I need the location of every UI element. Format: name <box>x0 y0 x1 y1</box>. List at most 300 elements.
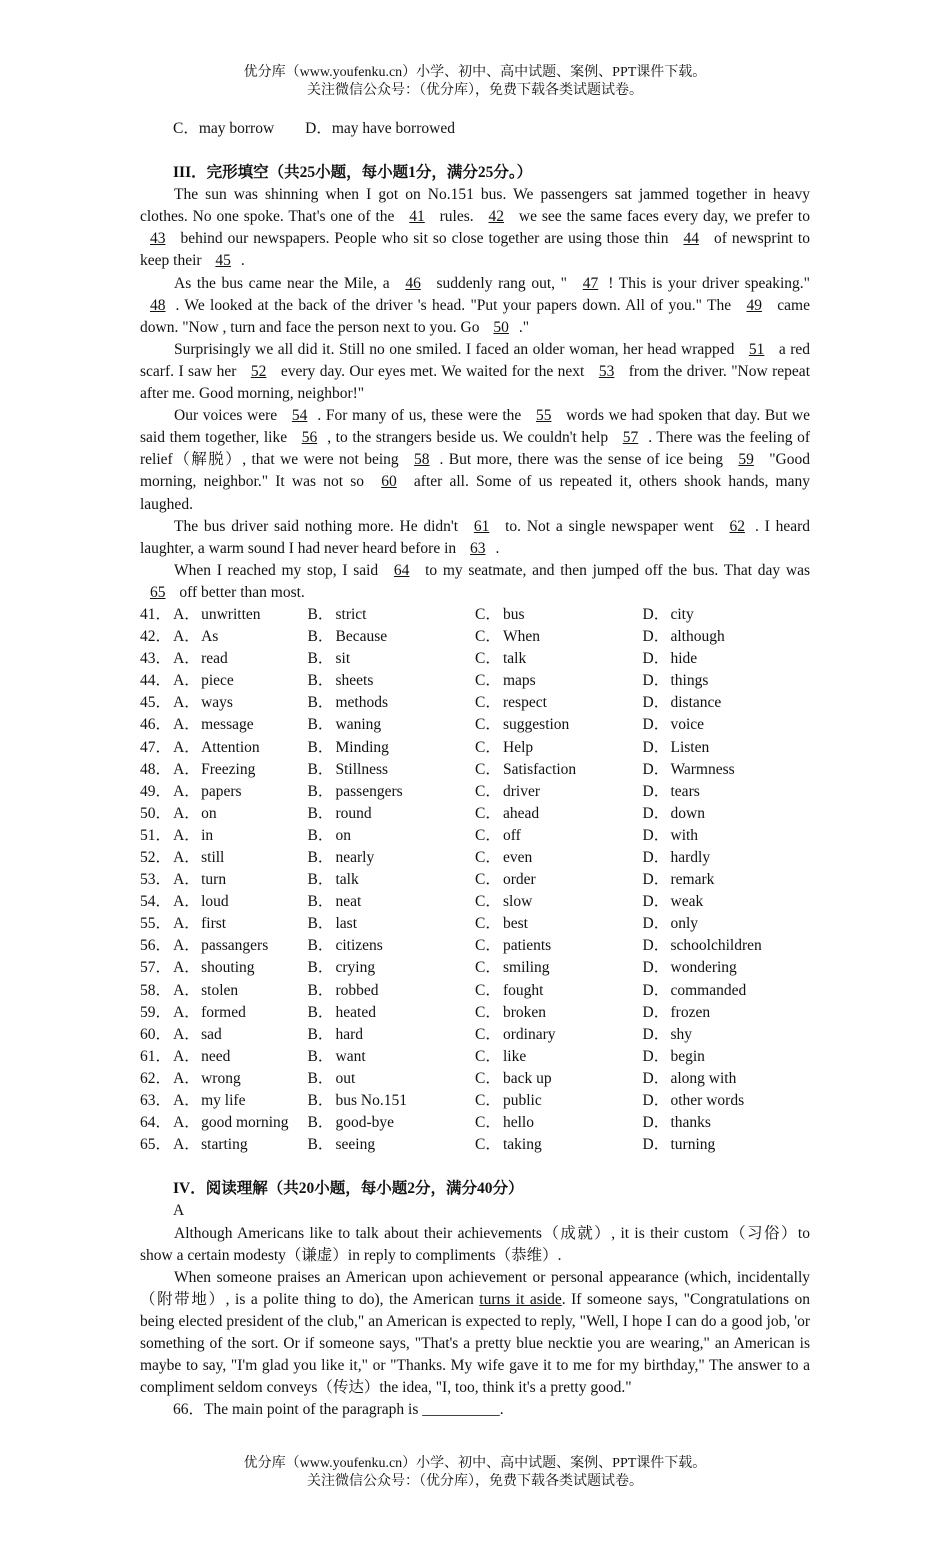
paragraph-text: off better than most. <box>175 583 305 601</box>
option-letter: B． <box>307 760 334 778</box>
option-letter: B． <box>307 716 334 734</box>
question-number: 42． <box>140 628 172 646</box>
option-letter: B． <box>307 650 334 668</box>
option-letter: B． <box>307 1136 334 1154</box>
option-text: out <box>335 1069 356 1087</box>
footer-line-2: 关注微信公众号：（优分库），免费下载各类试题试卷。 <box>307 1474 643 1489</box>
option-d <box>643 1112 811 1134</box>
question-number: 59． <box>140 1003 172 1021</box>
spacer <box>140 140 810 162</box>
option-c <box>475 604 643 626</box>
underlined-phrase: turns it aside <box>479 1290 562 1308</box>
question-number: 47． <box>140 738 172 756</box>
option-letter: D． <box>642 760 670 778</box>
option-c <box>475 1046 643 1068</box>
cloze-blank: 58 <box>414 451 430 469</box>
option-letter: D． <box>642 672 670 690</box>
option-letter: A． <box>173 1025 200 1043</box>
option-letter: D． <box>642 959 670 977</box>
cloze-paragraph <box>140 339 810 405</box>
option-letter: A． <box>173 782 200 800</box>
option-c <box>475 1024 643 1046</box>
option-c <box>475 1112 643 1134</box>
option-letter: A． <box>173 1136 200 1154</box>
option-b <box>308 869 476 891</box>
question-number: 53． <box>140 871 172 889</box>
option-text: bus No.151 <box>335 1092 407 1110</box>
option-letter: C． <box>475 826 501 844</box>
previous-question-options: C．may borrow D．may have borrowed <box>173 120 455 137</box>
option-text: wondering <box>670 959 737 977</box>
option-letter: D． <box>642 1003 670 1021</box>
option-text: broken <box>503 1003 547 1021</box>
option-d <box>643 759 811 781</box>
option-letter: C． <box>475 893 501 911</box>
question-number: 44． <box>140 672 172 690</box>
option-d <box>643 980 811 1002</box>
option-letter: A． <box>173 849 200 866</box>
paragraph-text: to my seatmate, and then jumped off the bus. That day was <box>419 561 810 579</box>
paragraph-text: When someone praises an American upon achievement or personal appearance (which, incidentally（附带地）, is a polite thing to do), the American <box>140 1268 810 1308</box>
cloze-blank: 42 <box>488 208 505 226</box>
option-text: nearly <box>335 849 375 866</box>
paragraph-text: to. Not a single newspaper went <box>499 517 720 535</box>
option-letter: D． <box>642 1092 670 1110</box>
option-letter: B． <box>307 628 334 646</box>
option-letter: B． <box>307 1025 334 1043</box>
option-text: crying <box>335 959 376 977</box>
option-row <box>140 759 810 781</box>
option-b <box>308 1112 476 1134</box>
cloze-blank: 41 <box>409 208 425 226</box>
cloze-blank: 63 <box>470 539 486 557</box>
option-text: shy <box>670 1025 693 1043</box>
option-text: piece <box>201 672 234 690</box>
option-letter: C． <box>475 1092 501 1110</box>
paragraph-text: . <box>495 539 500 557</box>
option-d <box>643 626 811 648</box>
option-text: on <box>335 826 351 844</box>
cloze-blank: 44 <box>683 230 699 248</box>
option-letter: A． <box>173 871 200 889</box>
header-line-1: 优分库（www.youfenku.cn）小学、初中、高中试题、案例、PPT课件下载。 <box>243 65 707 80</box>
option-letter: A． <box>173 694 200 712</box>
paragraph-text: after all. Some of us repeated it, others shook hands, many laughed. <box>140 473 810 513</box>
option-text: patients <box>503 937 552 955</box>
cloze-paragraph <box>140 184 810 272</box>
option-text: round <box>335 804 372 822</box>
option-text: commanded <box>670 981 747 999</box>
option-letter: C． <box>475 937 501 955</box>
option-text: neat <box>335 893 362 911</box>
option-d <box>643 1134 811 1156</box>
paragraph-text: . There was the feeling of relief（解脱）, that we were not being <box>140 429 810 469</box>
option-text: turn <box>201 871 227 889</box>
option-row <box>140 1134 810 1156</box>
option-letter: A． <box>173 981 200 999</box>
page-footer <box>0 1455 950 1491</box>
option-text: public <box>503 1092 542 1110</box>
option-letter: C． <box>475 849 501 866</box>
paragraph-text: we see the same faces every day, we prefer to <box>514 208 810 226</box>
option-a <box>173 935 307 957</box>
option-letter: D． <box>642 1069 670 1087</box>
option-letter: B． <box>307 1003 334 1021</box>
option-row <box>140 1090 810 1112</box>
option-a <box>173 626 307 648</box>
option-letter: C． <box>475 628 501 646</box>
option-letter: B． <box>307 915 334 933</box>
option-text: order <box>503 871 536 889</box>
option-a <box>173 803 307 825</box>
question-number: 52． <box>140 849 172 866</box>
option-letter: B． <box>307 1114 334 1132</box>
option-d <box>643 604 811 626</box>
question-number: 61． <box>140 1047 172 1065</box>
option-row <box>140 692 810 714</box>
option-c <box>475 781 643 803</box>
option-a <box>173 759 307 781</box>
option-letter: C． <box>475 871 501 889</box>
option-c <box>475 759 643 781</box>
option-text: methods <box>335 694 389 712</box>
option-letter: D． <box>642 605 670 623</box>
option-text: starting <box>201 1136 248 1154</box>
option-letter: C． <box>475 915 501 933</box>
option-c <box>475 891 643 913</box>
question-number: 49． <box>140 782 172 800</box>
option-row <box>140 1024 810 1046</box>
option-a <box>173 1134 307 1156</box>
option-text: good morning <box>201 1114 289 1132</box>
question-number: 57． <box>140 959 172 977</box>
option-text: hard <box>335 1025 364 1043</box>
option-text: stolen <box>201 981 239 999</box>
option-d <box>643 781 811 803</box>
option-a <box>173 781 307 803</box>
option-letter: B． <box>307 937 334 955</box>
option-b <box>308 781 476 803</box>
paragraph-text: . For many of us, these were the <box>317 407 526 425</box>
option-text: waning <box>335 716 382 734</box>
option-text: Warmness <box>670 760 735 778</box>
option-a <box>173 714 307 736</box>
option-letter: B． <box>307 694 334 712</box>
option-text: loud <box>201 893 229 911</box>
cloze-paragraph <box>140 560 810 604</box>
option-letter: A． <box>173 672 200 690</box>
option-c <box>475 692 643 714</box>
option-b <box>308 825 476 847</box>
option-letter: D． <box>642 804 670 822</box>
option-text: turning <box>670 1136 716 1154</box>
cloze-blank: 50 <box>493 318 509 336</box>
cloze-blank: 49 <box>746 296 762 314</box>
cloze-blank: 57 <box>622 429 639 447</box>
option-letter: B． <box>307 893 334 911</box>
option-text: taking <box>503 1136 542 1154</box>
option-letter: A． <box>173 915 200 933</box>
option-text: seeing <box>335 1136 376 1154</box>
option-letter: C． <box>475 981 501 999</box>
reading-paragraph-2 <box>140 1267 810 1400</box>
option-b <box>308 1068 476 1090</box>
question-number: 50． <box>140 804 172 822</box>
question-number: 58． <box>140 981 172 999</box>
option-row <box>140 957 810 979</box>
option-d <box>643 1046 811 1068</box>
option-letter: B． <box>307 605 334 623</box>
option-text: ahead <box>503 804 540 822</box>
option-text: still <box>201 849 225 866</box>
option-text: Minding <box>335 738 389 756</box>
cloze-paragraph <box>140 516 810 560</box>
option-row <box>140 1046 810 1068</box>
cloze-blank: 61 <box>473 517 490 535</box>
option-text: talk <box>335 871 359 889</box>
spacer <box>140 1156 810 1178</box>
option-b <box>308 737 476 759</box>
option-text: Attention <box>201 738 260 756</box>
question-number: 55． <box>140 915 172 933</box>
option-letter: D． <box>642 893 670 911</box>
paragraph-text: words we had spoken that day. But we said them together, like <box>140 407 811 447</box>
section-3-title: III．完形填空（共25小题，每小题1分，满分25分。） <box>173 164 533 182</box>
option-row <box>140 803 810 825</box>
option-b <box>308 847 476 869</box>
option-text: heated <box>335 1003 376 1021</box>
option-letter: D． <box>642 716 670 734</box>
option-row <box>140 935 810 957</box>
option-letter: D． <box>642 937 670 955</box>
option-text: thanks <box>670 1114 711 1132</box>
option-row <box>140 891 810 913</box>
question-number: 45． <box>140 694 172 712</box>
option-letter: C． <box>475 1003 501 1021</box>
option-letter: D． <box>642 849 670 866</box>
option-letter: D． <box>642 871 670 889</box>
paragraph-text: every day. Our eyes met. We waited for the next <box>276 362 589 380</box>
paragraph-text: rules. <box>434 208 479 226</box>
option-letter: B． <box>307 959 334 977</box>
option-letter: D． <box>642 782 670 800</box>
question-number: 64． <box>140 1114 172 1132</box>
option-text: sad <box>201 1025 222 1043</box>
option-d <box>643 869 811 891</box>
option-text: tears <box>670 782 700 800</box>
option-text: need <box>201 1047 231 1065</box>
cloze-blank: 48 <box>150 296 166 314</box>
reading-paragraph-1: Although Americans like to talk about their achievements（成就）, it is their custom（习俗）to show a certain modesty（谦虚）in reply to compliments（恭维）. <box>140 1224 810 1264</box>
option-b <box>308 957 476 979</box>
option-d <box>643 714 811 736</box>
option-letter: A． <box>173 959 200 977</box>
option-b <box>308 759 476 781</box>
option-d <box>643 847 811 869</box>
option-text: only <box>670 915 699 933</box>
option-letter: C． <box>475 782 501 800</box>
option-text: although <box>670 628 725 646</box>
option-text: talk <box>503 650 527 668</box>
option-c <box>475 648 643 670</box>
option-letter: B． <box>307 804 334 822</box>
option-d <box>643 1002 811 1024</box>
option-letter: D． <box>642 826 670 844</box>
option-b <box>308 1024 476 1046</box>
option-a <box>173 604 307 626</box>
option-letter: D． <box>642 1025 670 1043</box>
option-letter: C． <box>475 605 501 623</box>
cloze-blank: 54 <box>291 407 308 425</box>
question-number: 63． <box>140 1092 172 1110</box>
option-text: even <box>503 849 533 866</box>
section-4-title: IV．阅读理解（共20小题，每小题2分，满分40分） <box>173 1180 524 1198</box>
paragraph-text: . I heard laughter, a warm sound I had never heard before in <box>140 517 810 557</box>
option-b <box>308 1134 476 1156</box>
option-row <box>140 1068 810 1090</box>
option-text: down <box>670 804 705 822</box>
option-letter: A． <box>173 1114 200 1132</box>
option-text: wrong <box>201 1069 241 1087</box>
option-text: passangers <box>201 937 269 955</box>
option-text: papers <box>201 782 242 800</box>
paragraph-text: "Good morning, neighbor." It was not so <box>140 451 810 491</box>
option-letter: D． <box>642 1047 670 1065</box>
option-letter: C． <box>475 738 501 756</box>
option-letter: C． <box>475 1025 501 1043</box>
option-b <box>308 604 476 626</box>
option-b <box>308 670 476 692</box>
option-letter: B． <box>307 826 334 844</box>
option-b <box>308 1046 476 1068</box>
option-letter: A． <box>173 650 200 668</box>
option-text: distance <box>670 694 722 712</box>
option-letter: B． <box>307 871 334 889</box>
option-a <box>173 1002 307 1024</box>
paragraph-text: As the bus came near the Mile, a <box>174 274 396 292</box>
option-text: shouting <box>201 959 255 977</box>
option-letter: B． <box>307 738 334 756</box>
option-text: my life <box>201 1092 246 1110</box>
paragraph-text: , to the strangers beside us. We couldn't help <box>327 429 613 447</box>
option-text: want <box>335 1047 366 1065</box>
question-number: 65． <box>140 1136 172 1154</box>
option-text: with <box>670 826 699 844</box>
cloze-blank: 43 <box>150 230 166 248</box>
question-number: 43． <box>140 650 172 668</box>
paragraph-text: a red scarf. I saw her <box>140 340 811 380</box>
option-text: suggestion <box>503 716 570 734</box>
option-row <box>140 670 810 692</box>
option-letter: A． <box>173 804 200 822</box>
option-b <box>308 980 476 1002</box>
option-letter: A． <box>173 1069 200 1087</box>
option-letter: B． <box>307 1047 334 1065</box>
option-row <box>140 869 810 891</box>
option-b <box>308 935 476 957</box>
option-d <box>643 648 811 670</box>
option-letter: A． <box>173 605 200 623</box>
option-text: other words <box>670 1092 745 1110</box>
option-text: read <box>201 650 228 668</box>
option-a <box>173 847 307 869</box>
option-text: last <box>335 915 358 933</box>
option-text: slow <box>503 893 533 911</box>
option-a <box>173 980 307 1002</box>
option-text: maps <box>503 672 536 690</box>
option-a <box>173 891 307 913</box>
option-letter: D． <box>642 738 670 756</box>
option-text: unwritten <box>201 605 261 623</box>
option-text: first <box>201 915 227 933</box>
option-letter: A． <box>173 760 200 778</box>
option-text: Listen <box>670 738 710 756</box>
option-text: ways <box>201 694 233 712</box>
option-row <box>140 980 810 1002</box>
cloze-blank: 60 <box>381 473 397 491</box>
option-text: fought <box>503 981 544 999</box>
cloze-blank: 56 <box>301 429 318 447</box>
option-a <box>173 1024 307 1046</box>
cloze-blank: 65 <box>150 583 166 601</box>
option-letter: D． <box>642 915 670 933</box>
option-text: city <box>670 605 694 623</box>
question-number: 51． <box>140 826 172 844</box>
option-c <box>475 980 643 1002</box>
option-row <box>140 714 810 736</box>
cloze-blank: 55 <box>535 407 552 425</box>
option-letter: A． <box>173 937 200 955</box>
question-number: 60． <box>140 1025 172 1043</box>
option-letter: A． <box>173 1092 200 1110</box>
document-body <box>140 118 810 1421</box>
option-b <box>308 692 476 714</box>
option-text: like <box>503 1047 527 1065</box>
option-letter: C． <box>475 672 501 690</box>
option-letter: A． <box>173 1047 200 1065</box>
paragraph-text: of newsprint to keep their <box>140 230 810 270</box>
option-a <box>173 648 307 670</box>
cloze-options-table <box>140 604 810 1156</box>
option-b <box>308 1002 476 1024</box>
option-text: message <box>201 716 254 734</box>
option-text: along with <box>670 1069 737 1087</box>
option-letter: C． <box>475 959 501 977</box>
cloze-blank: 45 <box>215 252 231 270</box>
paragraph-text: ." <box>518 318 530 336</box>
option-letter: C． <box>475 1114 501 1132</box>
option-text: hide <box>670 650 698 668</box>
option-text: As <box>201 628 219 646</box>
option-text: passengers <box>335 782 403 800</box>
option-text: sit <box>335 650 351 668</box>
question-number: 54． <box>140 893 172 911</box>
option-c <box>475 737 643 759</box>
cloze-passage <box>140 184 810 604</box>
option-b <box>308 803 476 825</box>
option-a <box>173 1090 307 1112</box>
paragraph-text: . We looked at the back of the driver 's head. "Put your papers down. All of you." The <box>175 296 737 314</box>
option-text: formed <box>201 1003 246 1021</box>
question-number: 41． <box>140 605 172 623</box>
option-text: robbed <box>335 981 379 999</box>
option-a <box>173 737 307 759</box>
option-d <box>643 670 811 692</box>
option-text: things <box>670 672 709 690</box>
option-text: begin <box>670 1047 705 1065</box>
option-letter: C． <box>475 804 501 822</box>
cloze-blank: 59 <box>738 451 754 469</box>
